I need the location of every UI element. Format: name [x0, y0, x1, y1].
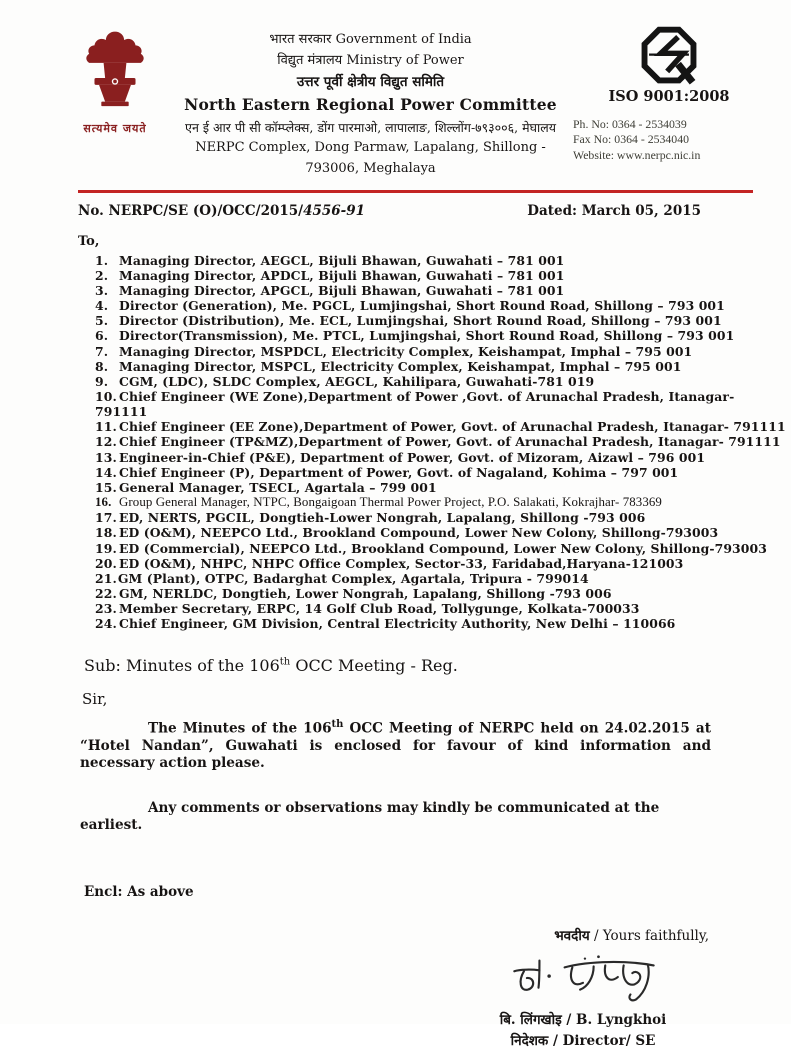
address-hindi: एन ई आर पी सी कॉम्प्लेक्स, डोंग पारमाओ, लापालाङ, शिल्लोंग-७९३००६, मेघालय	[185, 119, 556, 135]
ashoka-emblem-icon	[77, 30, 153, 120]
emblem-motto: सत्यमेव जयते	[83, 122, 147, 135]
recipient-number: 14.	[95, 464, 117, 480]
recipient-number: 15.	[95, 479, 117, 495]
recipient-text: ED (O&M), NHPC, NHPC Office Complex, Sector-33, Faridabad,Haryana-121003	[119, 555, 684, 571]
to-label: To,	[78, 233, 100, 249]
recipient-text: ED (Commercial), NEEPCO Ltd., Brookland Compound, Lower New Colony, Shillong-793003	[119, 540, 767, 556]
recipient-number: 12.	[95, 434, 117, 450]
recipient-line	[95, 495, 791, 510]
ministry-of-power-line: विद्युत मंत्रालय Ministry of Power	[277, 52, 464, 68]
committee-name-english: North Eastern Regional Power Committee	[184, 95, 557, 115]
recipient-text: Engineer-in-Chief (P&E), Department of Power, Govt. of Mizoram, Aizawl – 796 001	[119, 449, 706, 465]
recipient-line	[95, 359, 791, 374]
recipient-text: Chief Engineer, GM Division, Central Electricity Authority, New Delhi – 110066	[119, 616, 676, 632]
subject-suffix: OCC Meeting - Reg.	[290, 656, 458, 676]
contact-info	[573, 117, 765, 163]
recipient-number: 5.	[95, 313, 109, 329]
recipient-line	[95, 465, 791, 480]
recipient-line	[95, 616, 791, 631]
recipient-number: 3.	[95, 282, 109, 298]
recipient-number: 17.	[95, 510, 117, 526]
valediction	[443, 926, 723, 944]
national-emblem	[62, 26, 168, 180]
recipient-text: Member Secretary, ERPC, 14 Golf Club Road, Tollygunge, Kolkata-700033	[119, 601, 640, 617]
recipient-number: 9.	[95, 373, 109, 389]
body-paragraph-2: Any comments or observations may kindly be communicated at the earliest.	[80, 800, 660, 834]
ref-handwritten-number: 4556-91	[303, 202, 366, 219]
recipient-line	[95, 268, 791, 283]
recipient-line	[95, 328, 791, 343]
certification-contact-block	[573, 26, 765, 180]
recipient-list	[95, 253, 791, 632]
committee-name-hindi: उत्तर पूर्वी क्षेत्रीय विद्युत समिति	[296, 73, 445, 90]
website-url: Website: www.nerpc.nic.in	[573, 147, 701, 162]
fax-number: Fax No: 0364 - 2534040	[573, 132, 689, 147]
recipient-number: 10.	[95, 388, 117, 404]
letterhead	[0, 0, 791, 180]
recipient-number: 22.	[95, 586, 117, 602]
recipient-number: 1.	[95, 252, 109, 268]
signature-block	[443, 926, 723, 1049]
recipient-number: 16.	[95, 495, 112, 510]
recipient-line	[95, 389, 791, 419]
recipient-line	[95, 586, 791, 601]
recipient-line	[95, 510, 791, 525]
recipient-line	[95, 313, 791, 328]
recipient-line	[95, 283, 791, 298]
recipient-number: 11.	[95, 419, 117, 435]
recipient-number: 24.	[95, 616, 117, 632]
body-paragraph-1	[80, 716, 711, 772]
recipient-number: 7.	[95, 343, 109, 359]
recipient-text: Director(Transmission), Me. PTCL, Lumjingshai, Short Round Road, Shillong – 793 001	[119, 328, 735, 344]
subject-prefix: Sub: Minutes of the 106	[84, 656, 280, 676]
para1-prefix: The Minutes of the 106	[148, 721, 332, 738]
recipient-text: GM, NERLDC, Dongtieh, Lower Nongrah, Lapalang, Shillong -793 006	[119, 586, 612, 602]
letter-reference-number	[78, 203, 365, 219]
recipient-line	[95, 419, 791, 434]
recipient-text: Managing Director, MSPCL, Electricity Complex, Keishampat, Imphal – 795 001	[119, 358, 682, 374]
recipient-line	[95, 434, 791, 449]
recipient-number: 20.	[95, 555, 117, 571]
header-divider	[78, 190, 753, 193]
recipient-text: Chief Engineer (EE Zone),Department of Power, Govt. of Arunachal Pradesh, Itanagar- 791111	[119, 419, 786, 435]
salutation: Sir,	[82, 690, 108, 709]
recipient-number: 19.	[95, 540, 117, 556]
recipient-line	[95, 298, 791, 313]
recipient-text: Group General Manager, NTPC, Bongaigoan Thermal Power Project, P.O. Salakati, Kokrajhar- 783369	[119, 495, 662, 510]
recipient-text: ED (O&M), NEEPCO Ltd., Brookland Compound, Lower New Colony, Shillong-793003	[119, 525, 719, 541]
recipient-number: 4.	[95, 298, 109, 314]
recipient-text: Director (Generation), Me. PGCL, Lumjingshai, Short Round Road, Shillong – 793 001	[119, 298, 725, 314]
recipient-line	[95, 344, 791, 359]
recipient-text: Chief Engineer (P), Department of Power, Govt. of Nagaland, Kohima – 797 001	[119, 464, 679, 480]
recipient-line	[95, 374, 791, 389]
handwritten-signature	[498, 948, 668, 1008]
recipient-line	[95, 556, 791, 571]
org-title-block	[168, 26, 573, 180]
recipient-line	[95, 601, 791, 616]
iso-q-mark-icon	[640, 26, 698, 86]
enclosure-note: Encl: As above	[84, 884, 194, 901]
recipient-line	[95, 450, 791, 465]
recipient-number: 6.	[95, 328, 109, 344]
para1-suffix: OCC Meeting of NERPC held on 24.02.2015 at “Hotel Nandan”, Guwahati is enclosed for favour of kind information and necessary action please.	[80, 721, 711, 772]
para1-ordinal-suffix: th	[331, 719, 344, 731]
recipient-number: 13.	[95, 449, 117, 465]
recipient-text: Chief Engineer (TP&MZ),Department of Power, Govt. of Arunachal Pradesh, Itanagar- 791111	[119, 434, 781, 450]
iso-certification-label: ISO 9001:2008	[608, 88, 730, 105]
recipient-line	[95, 525, 791, 540]
recipient-text: Managing Director, AEGCL, Bijuli Bhawan, Guwahati – 781 001	[119, 252, 565, 268]
subject-line	[84, 656, 791, 675]
recipient-text: CGM, (LDC), SLDC Complex, AEGCL, Kahilipara, Guwahati-781 019	[119, 373, 595, 389]
phone-number: Ph. No: 0364 - 2534039	[573, 117, 687, 131]
signatory-name: बि. लिंगखोइ / B. Lyngkhoi	[499, 1012, 667, 1029]
reference-row	[78, 203, 701, 219]
valediction-english: / Yours faithfully,	[589, 928, 709, 945]
recipient-line	[95, 571, 791, 586]
letter-date: Dated: March 05, 2015	[527, 202, 701, 219]
recipient-text: GM (Plant), OTPC, Badarghat Complex, Agartala, Tripura - 799014	[117, 570, 589, 586]
recipient-number: 18.	[95, 525, 117, 541]
ref-label: No. NERPC/SE (O)/OCC/2015/	[78, 202, 304, 219]
recipient-text: Chief Engineer (WE Zone),Department of Power ,Govt. of Arunachal Pradesh, Itanagar- 791111	[95, 388, 735, 420]
recipient-text: Managing Director, MSPDCL, Electricity Complex, Keishampat, Imphal – 795 001	[119, 343, 693, 359]
valediction-hindi: भवदीय	[554, 928, 590, 945]
recipient-text: Managing Director, APDCL, Bijuli Bhawan, Guwahati – 781 001	[119, 267, 565, 283]
recipient-text: Managing Director, APGCL, Bijuli Bhawan, Guwahati – 781 001	[119, 282, 565, 298]
recipient-number: 23.	[95, 601, 117, 617]
recipient-text: General Manager, TSECL, Agartala – 799 001	[119, 479, 437, 495]
govt-of-india-line: भारत सरकार Government of India	[269, 32, 472, 47]
recipient-line	[95, 480, 791, 495]
recipient-number: 2.	[95, 267, 109, 283]
recipient-number: 21.	[95, 570, 117, 586]
subject-ordinal-suffix: th	[279, 657, 291, 669]
signatory-designation: निदेशक / Director/ SE	[510, 1033, 656, 1049]
recipient-text: ED, NERTS, PGCIL, Dongtieh-Lower Nongrah, Lapalang, Shillong -793 006	[119, 510, 646, 526]
recipient-line	[95, 541, 791, 556]
address-english: NERPC Complex, Dong Parmaw, Lapalang, Shillong - 793006, Meghalaya	[195, 139, 546, 176]
recipient-number: 8.	[95, 358, 109, 374]
recipient-line	[95, 253, 791, 268]
recipient-text: Director (Distribution), Me. ECL, Lumjingshai, Short Round Road, Shillong – 793 001	[119, 313, 722, 329]
